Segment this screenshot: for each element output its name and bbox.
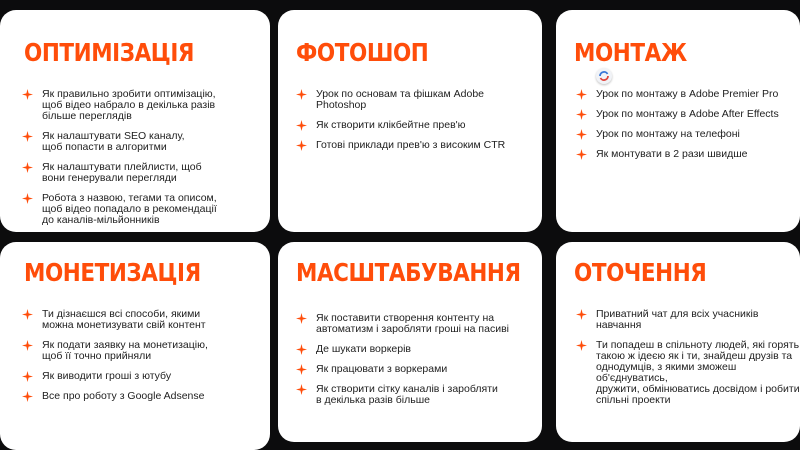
- list-item-text: Як створити сітку каналів і заробляти в декілька разів більше: [316, 383, 498, 406]
- card-title: ОТОЧЕННЯ: [574, 258, 707, 287]
- list-item-text: Як монтувати в 2 рази швидше: [596, 148, 748, 160]
- list-item-text: Де шукати воркерів: [316, 343, 412, 355]
- list-item-text: Як працювати з воркерами: [316, 363, 448, 375]
- loading-spinner-icon: [596, 68, 612, 84]
- card-list: [22, 89, 262, 232]
- list-item-text: Робота з назвою, тегами та описом, щоб відео попадало в рекомендації до каналів-мільйонників: [42, 192, 217, 226]
- sparkle-icon: [22, 371, 33, 382]
- sparkle-icon: [296, 89, 307, 100]
- list-item-text: Як поставити створення контенту на автоматизм і заробляти гроші на пасиві: [316, 312, 509, 335]
- list-item: [576, 309, 800, 331]
- list-item-text: Приватний чат для всіх учасників навчання: [596, 308, 759, 331]
- card-list: [296, 313, 540, 415]
- card-montage: [556, 10, 800, 232]
- list-item-text: Як правильно зробити оптимізацію, щоб відео набрало в декілька разів більше переглядів: [42, 88, 216, 122]
- list-item: [22, 371, 262, 382]
- card-title: МОНЕТИЗАЦІЯ: [24, 258, 201, 287]
- sparkle-icon: [296, 364, 307, 375]
- list-item: [22, 193, 262, 226]
- list-item: [576, 129, 796, 140]
- sparkle-icon: [296, 140, 307, 151]
- list-item: [296, 344, 540, 355]
- sparkle-icon: [22, 162, 33, 173]
- card-title: МОНТАЖ: [574, 38, 687, 67]
- list-item: [296, 313, 540, 335]
- list-item: [576, 340, 800, 406]
- list-item-text: Все про роботу з Google Adsense: [42, 390, 205, 402]
- sparkle-icon: [576, 109, 587, 120]
- sparkle-icon: [576, 309, 587, 320]
- card-list: [576, 309, 800, 415]
- sparkle-icon: [22, 89, 33, 100]
- card-title: ФОТОШОП: [296, 38, 429, 67]
- list-item: [22, 89, 262, 122]
- list-item-text: Урок по монтажу в Adobe After Effects: [596, 108, 779, 120]
- card-optimization: [0, 10, 270, 232]
- sparkle-icon: [576, 149, 587, 160]
- list-item-text: Як налаштувати SEO каналу, щоб попасти в алгоритми: [42, 130, 185, 153]
- list-item: [576, 109, 796, 120]
- list-item-text: Як подати заявку на монетизацію, щоб її точно прийняли: [42, 339, 208, 362]
- sparkle-icon: [22, 131, 33, 142]
- list-item-text: Як налаштувати плейлисти, щоб вони генерували перегляди: [42, 161, 202, 184]
- list-item-text: Урок по монтажу на телефоні: [596, 128, 740, 140]
- list-item: [22, 162, 262, 184]
- list-item: [296, 89, 536, 111]
- sparkle-icon: [296, 384, 307, 395]
- sparkle-icon: [576, 89, 587, 100]
- list-item: [22, 391, 262, 402]
- sparkle-icon: [296, 344, 307, 355]
- card-scaling: [278, 242, 542, 442]
- list-item-text: Ти попадеш в спільноту людей, які горять такою ж ідеєю як і ти, знайдеш друзів та однодумців, з якими зможеш об'єднуватись, дружити, обмінюватись досвідом і робити спільні проекти: [596, 339, 800, 406]
- card-monetization: [0, 242, 270, 450]
- sparkle-icon: [576, 129, 587, 140]
- list-item: [296, 364, 540, 375]
- card-photoshop: [278, 10, 542, 232]
- list-item-text: Готові приклади прев'ю з високим CTR: [316, 139, 506, 151]
- list-item-text: Як виводити гроші з ютубу: [42, 370, 172, 382]
- list-item: [22, 340, 262, 362]
- list-item: [296, 120, 536, 131]
- card-environment: [556, 242, 800, 442]
- sparkle-icon: [576, 340, 587, 351]
- card-title: МАСШТАБУВАННЯ: [296, 258, 521, 287]
- card-list: [296, 89, 536, 160]
- list-item: [576, 149, 796, 160]
- sparkle-icon: [296, 313, 307, 324]
- card-title: ОПТИМІЗАЦІЯ: [24, 38, 195, 67]
- sparkle-icon: [22, 193, 33, 204]
- list-item-text: Урок по монтажу в Adobe Premier Pro: [596, 88, 779, 100]
- list-item: [296, 384, 540, 406]
- list-item: [22, 309, 262, 331]
- sparkle-icon: [22, 309, 33, 320]
- sparkle-icon: [22, 391, 33, 402]
- sparkle-icon: [22, 340, 33, 351]
- list-item-text: Ти дізнаєшся всі способи, якими можна монетизувати свій контент: [42, 308, 206, 331]
- list-item-text: Як створити клікбейтне прев'ю: [316, 119, 466, 131]
- sparkle-icon: [296, 120, 307, 131]
- list-item-text: Урок по основам та фішкам Adobe Photoshop: [316, 88, 484, 111]
- card-list: [22, 309, 262, 411]
- list-item: [296, 140, 536, 151]
- list-item: [576, 89, 796, 100]
- list-item: [22, 131, 262, 153]
- card-list: [576, 89, 796, 169]
